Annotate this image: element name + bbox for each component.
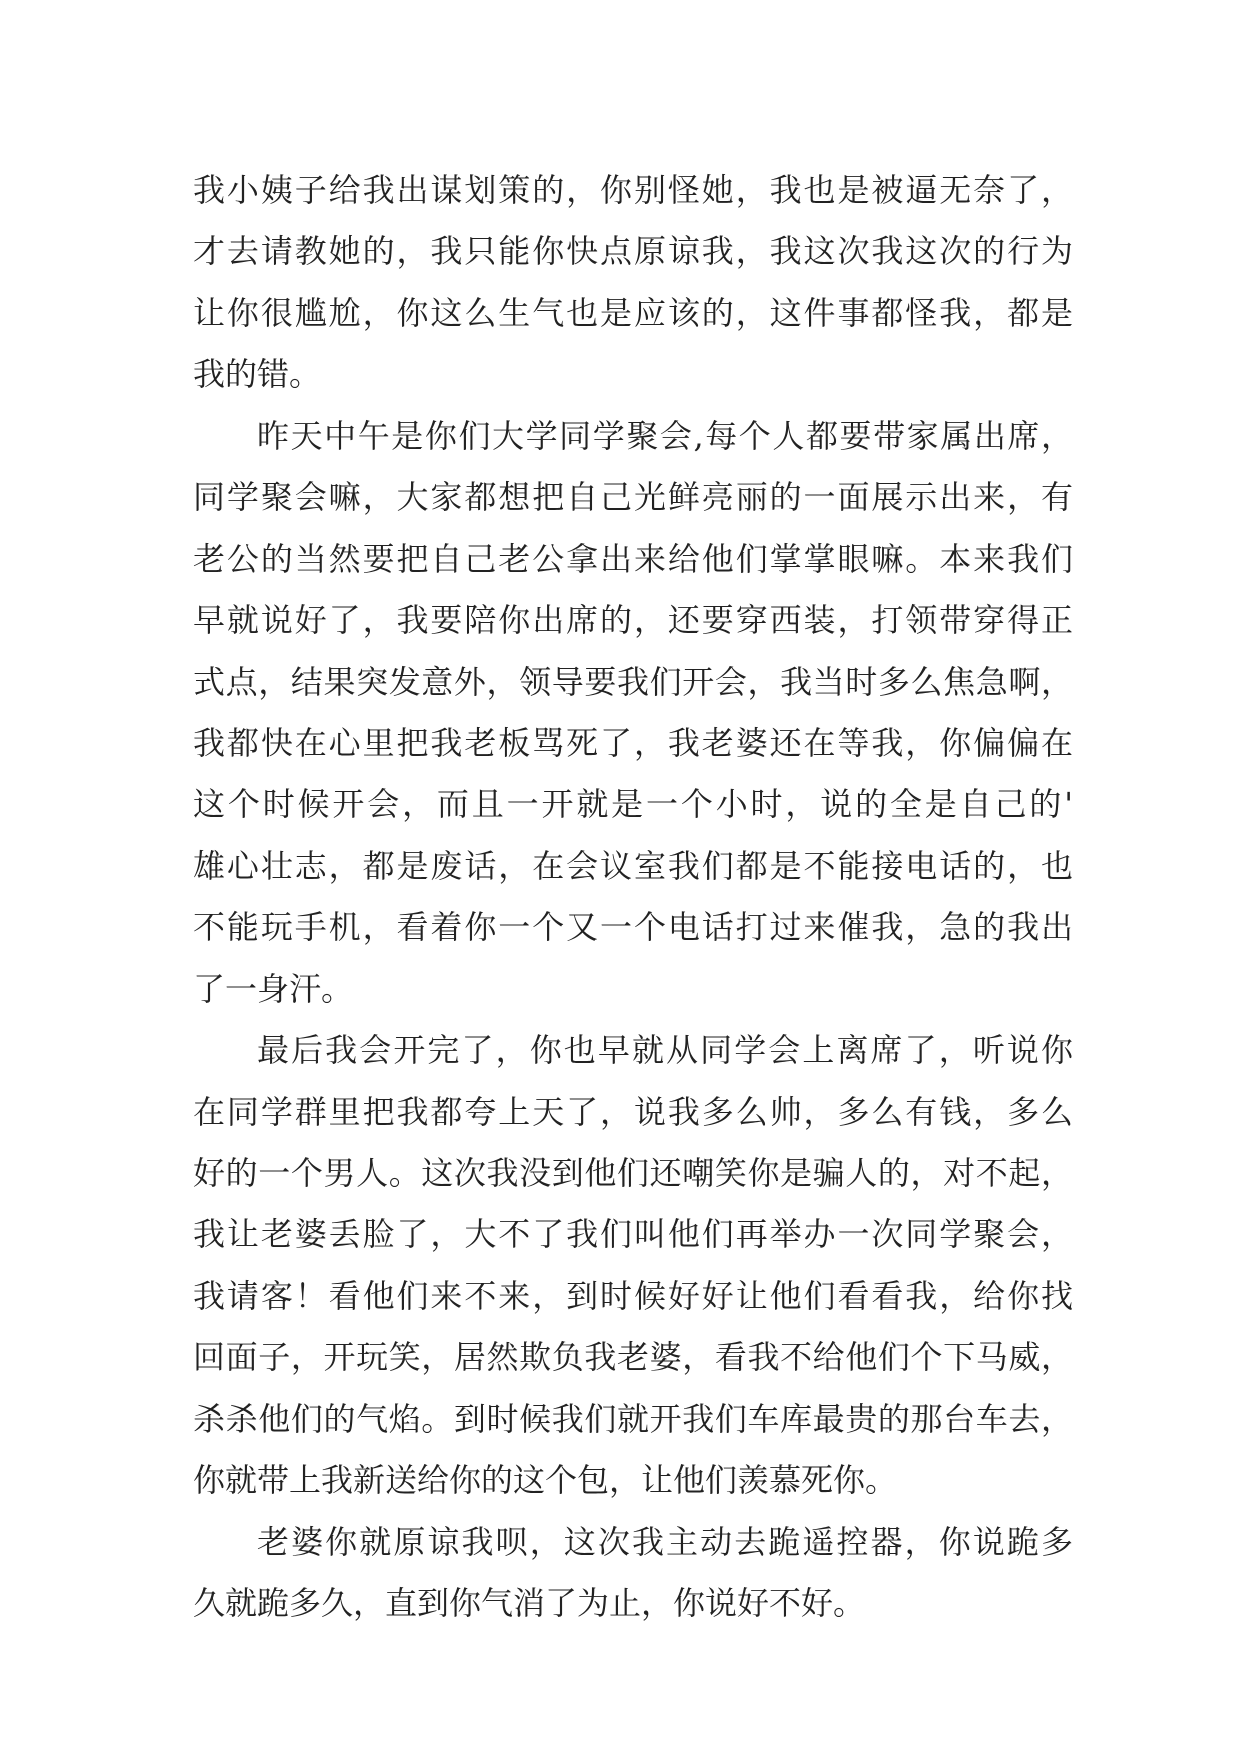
text-line: 你就带上我新送给你的这个包，让他们羡慕死你。	[193, 1461, 898, 1500]
text-line: 早就说好了，我要陪你出席的，还要穿西装，打领带穿得正	[193, 601, 1073, 640]
text-line: 了一身汗。	[193, 969, 354, 1008]
text-line: 最后我会开完了，你也早就从同学会上离席了，听说你	[257, 1031, 1073, 1070]
text-line: 回面子，开玩笑，居然欺负我老婆，看我不给他们个下马威，	[193, 1338, 1073, 1377]
text-line: 老公的当然要把自己老公拿出来给他们掌掌眼嘛。本来我们	[193, 539, 1073, 578]
text-line: 这个时候开会，而且一开就是一个小时，说的全是自己的'	[193, 785, 1073, 824]
text-line: 我请客！看他们来不来，到时候好好让他们看看我，给你找	[193, 1276, 1073, 1315]
text-line: 式点，结果突发意外，领导要我们开会，我当时多么焦急啊，	[193, 662, 1073, 701]
text-line: 同学聚会嘛，大家都想把自己光鲜亮丽的一面展示出来，有	[193, 478, 1073, 517]
text-line: 不能玩手机，看着你一个又一个电话打过来催我，急的我出	[193, 908, 1073, 947]
text-line: 我小姨子给我出谋划策的，你别怪她，我也是被逼无奈了，	[193, 171, 1073, 209]
text-line: 我的错。	[193, 355, 322, 394]
text-line: 好的一个男人。这次我没到他们还嘲笑你是骗人的，对不起，	[193, 1154, 1073, 1192]
text-line: 才去请教她的，我只能你快点原谅我，我这次我这次的行为	[193, 232, 1073, 271]
text-line: 昨天中午是你们大学同学聚会,每个人都要带家属出席，	[257, 416, 1073, 455]
text-line: 我都快在心里把我老板骂死了，我老婆还在等我，你偏偏在	[193, 723, 1073, 762]
document-body	[193, 160, 1073, 1635]
text-line: 我让老婆丢脸了，大不了我们叫他们再举办一次同学聚会，	[193, 1215, 1073, 1254]
text-line: 杀杀他们的气焰。到时候我们就开我们车库最贵的那台车去，	[193, 1399, 1073, 1438]
text-line: 让你很尴尬，你这么生气也是应该的，这件事都怪我，都是	[193, 293, 1073, 332]
text-line: 雄心壮志，都是废话，在会议室我们都是不能接电话的，也	[193, 846, 1073, 885]
text-line: 在同学群里把我都夸上天了，说我多么帅，多么有钱，多么	[193, 1092, 1073, 1131]
text-line: 老婆你就原谅我呗，这次我主动去跪遥控器，你说跪多	[257, 1522, 1073, 1561]
text-line: 久就跪多久，直到你气消了为止，你说好不好。	[193, 1584, 866, 1623]
